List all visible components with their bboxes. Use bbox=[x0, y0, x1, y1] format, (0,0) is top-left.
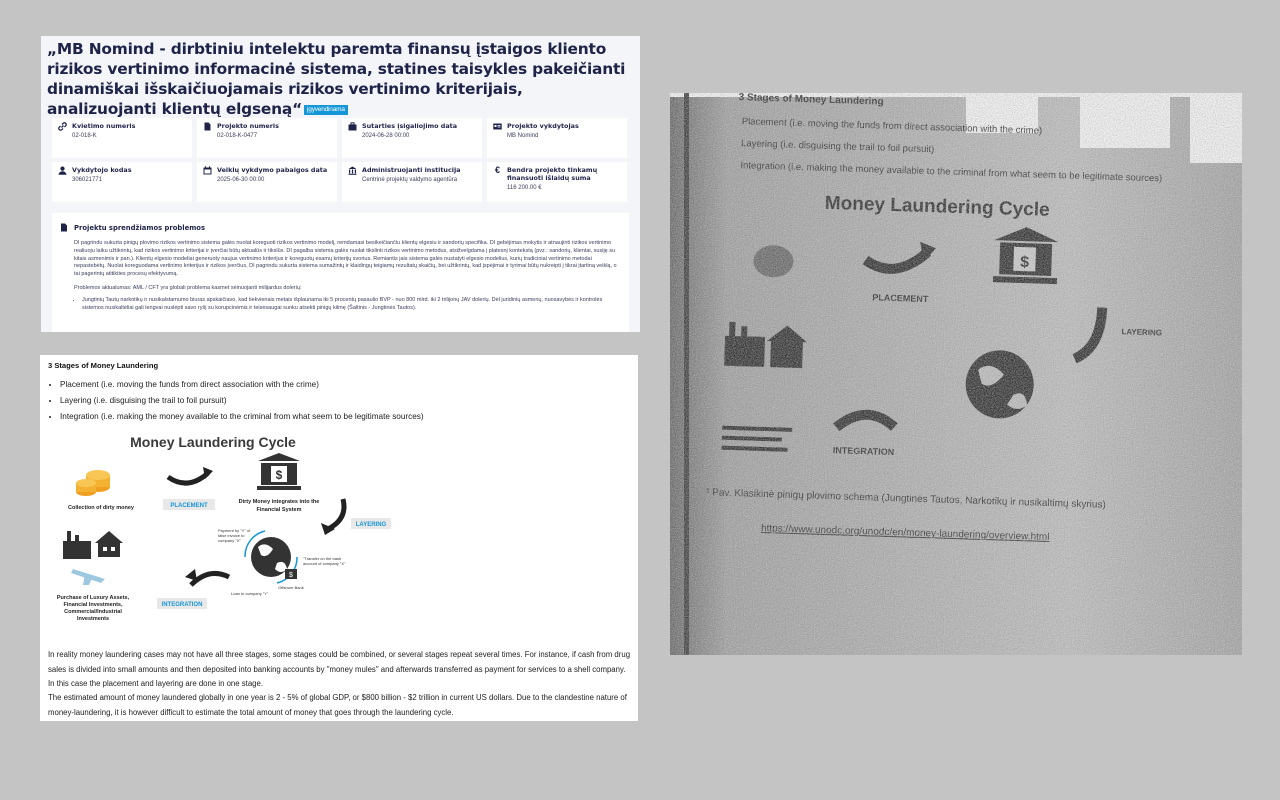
list-item: • Placement (i.e. moving the funds from direct association with the crime) bbox=[60, 377, 638, 393]
project-card bbox=[41, 36, 640, 332]
svg-text:account of company "X": account of company "X" bbox=[303, 561, 346, 566]
svg-text:Commercial/Industrial: Commercial/Industrial bbox=[64, 609, 122, 615]
placement-arrow bbox=[168, 473, 208, 483]
info-card-call-number: Kvietimo numeris 02-018-K bbox=[52, 118, 192, 158]
status-badge: įgyvendinama bbox=[304, 105, 348, 115]
svg-text:Financial Investments,: Financial Investments, bbox=[63, 602, 123, 608]
document-icon bbox=[60, 219, 68, 237]
info-card-institution: Administruojanti institucija Centrinė projektų valdymo agentūra bbox=[342, 162, 482, 202]
problems-title: Projektu sprendžiamos problemos bbox=[74, 224, 206, 232]
money-laundering-figure bbox=[53, 429, 413, 629]
figure-title: Money Laundering Cycle bbox=[130, 434, 296, 450]
problems-text: DI pagrindu sukurta pinigų plovimo rizikos vertinimo sistema galės nuolat koreguoti rizikos vertinimo modelį, remdamasi besikeičiančiu klientų elgesiu ir sandorių specifika. DI gebėjimas mokytis ir atnaujinti rizikos vertinimo realiuoju laiku užtikrintų, kad rizikos vertinimo kriterijai ir įverčiai būtų aktualūs ir tikslūs. DI pagalba sistema galės nuolat tikslinti rizikos vertinimo metodus, atsižvelgdama į platesnį kontekstą (pvz.: sandorių, klientai, susiję su kitais asmenimis ir pan.). Klientų elgesio modeliai generuoty naujus vertinimo kriterijus ir koreguotų esamų kriterijų svorius. Remiantis jais sistema galės nustatyti elgesio modelius, kurių tradiciniai vertinimo metodai nepastebėtų. Nuolat koreguodama vertinimo kriterijus ir rizikos įverčius, DI pagrindu sukurta sistema sumažintų ir klaidingų teigiamų rezultatų skaičių, bei užtikrintų, kad įspėjimai ir tyrimai būtų nukreipti į tikrai įtartiną veiklą, o tai pagerintų atitikties procesų efektyvumą. bbox=[74, 240, 617, 278]
info-card-project-number: Projekto numeris 02-018-K-0477 bbox=[197, 118, 337, 158]
info-card-executor: Projekto vykdytojas MB Nomind bbox=[487, 118, 627, 158]
paragraph: The estimated amount of money laundered globally in one year is 2 - 5% of global GDP, or $800 billion - $2 trillion in current US dollars. Due to the clandestine nature of money-laundering, it is however difficult to estimate the total amount of money that goes through the laundering cycle. bbox=[48, 693, 627, 717]
list-item: • Layering (i.e. disguising the trail to foil pursuit) bbox=[60, 393, 638, 409]
article-heading: 3 Stages of Money Laundering bbox=[48, 361, 159, 370]
svg-text:Investments: Investments bbox=[76, 616, 110, 622]
info-card-contract-date: Sutarties įsigaliojimo data 2024-06-28 00:00 bbox=[342, 118, 482, 158]
svg-text:$: $ bbox=[289, 572, 293, 579]
problems-relevance: Problemos aktualumas: AML / CFT yra globali problema kasmet sėinuojanti milijardus dolerių: bbox=[74, 284, 302, 291]
id-card-icon bbox=[493, 122, 502, 131]
euro-icon: € bbox=[494, 165, 500, 175]
svg-text:"Transfer on the bank: "Transfer on the bank bbox=[303, 556, 342, 561]
calendar-icon bbox=[203, 166, 212, 175]
svg-text:Dirty Money integrates into th: Dirty Money integrates into the bbox=[238, 499, 320, 505]
building-icon bbox=[348, 166, 357, 175]
svg-text:$: $ bbox=[275, 468, 283, 482]
info-card-executor-code: Vykdytojo kodas 306021771 bbox=[52, 162, 192, 202]
svg-text:Financial System: Financial System bbox=[256, 507, 302, 513]
problems-bullet: • Jungtinių Tautų narkotikų ir nusikalstamumo biuras apskaičiavo, kad tiekvienais metais išplaunama iki 5 procentų pasaulio BVP - nuo 800 mlrd. iki 2 trilijonų JAV dolerių. Dėl juridinių asmenų, nuosavybės ir kontrolės sistemos nusikaltėliai gali lengvai nuslėpti savo ryšį su korupcinėmis ir teisėsaugai sunku atsekti pinigų kilmę (Šaltinis - Jungtinės Tautos). bbox=[82, 297, 621, 313]
document-icon bbox=[203, 122, 212, 131]
svg-text:LAYERING: LAYERING bbox=[355, 522, 387, 528]
svg-text:INTEGRATION: INTEGRATION bbox=[161, 602, 203, 608]
briefcase-icon bbox=[348, 122, 357, 131]
project-info-grid bbox=[52, 118, 629, 202]
house-icon bbox=[95, 531, 123, 557]
coins-icon bbox=[76, 470, 110, 496]
svg-text:Offshore Bank: Offshore Bank bbox=[278, 585, 304, 590]
svg-text:false invoice to: false invoice to bbox=[218, 533, 245, 538]
svg-text:Payment by "Y" of: Payment by "Y" of bbox=[218, 528, 251, 533]
globe-icon bbox=[245, 531, 297, 583]
paragraph: In reality money laundering cases may not have all three stages, some stages could be combined, or several stages repeat several times. For instance, if cash from drug sales is divided into small amounts and then deposited into banking accounts by "money mules" and afterwards transferred as payment for services to a shell company. In this case the placement and layering are done in one stage. bbox=[48, 650, 631, 688]
svg-text:company "X": company "X" bbox=[218, 538, 241, 543]
factory-icon bbox=[63, 531, 91, 559]
list-item: • Integration (i.e. making the money available to the criminal from what seem to be legitimate sources) bbox=[60, 409, 638, 425]
info-card-total-amount: € Bendra projekto tinkamų finansuoti išlaidų suma 116 200.00 € bbox=[487, 162, 627, 202]
svg-text:Loan to company "Y": Loan to company "Y" bbox=[231, 591, 269, 596]
svg-text:Collection of dirty money: Collection of dirty money bbox=[67, 505, 135, 511]
noisy-photo bbox=[670, 93, 1242, 655]
stages-list bbox=[48, 377, 638, 425]
svg-text:Purchase of Luxury Assets,: Purchase of Luxury Assets, bbox=[56, 595, 130, 601]
problems-card bbox=[52, 213, 629, 332]
project-title: „MB Nomind - dirbtiniu intelektu paremta finansų įstaigos kliento rizikos vertinimo informacinė sistema, statines taisykles pakeičianti dinamiškai išskaičiuojamais rizikos vertinimo kriterijais, analizuojanti klientų elgseną“ įgyvendinama bbox=[47, 40, 626, 118]
link-icon bbox=[58, 122, 67, 131]
user-icon bbox=[58, 166, 67, 175]
bank-icon bbox=[257, 453, 301, 490]
info-card-end-date: Veiklų vykdymo pabaigos data 2025-06-30 00:00 bbox=[197, 162, 337, 202]
airplane-icon bbox=[71, 569, 105, 585]
svg-text:PLACEMENT: PLACEMENT bbox=[170, 503, 208, 509]
layering-arrow bbox=[328, 499, 344, 529]
article-panel bbox=[40, 355, 638, 721]
